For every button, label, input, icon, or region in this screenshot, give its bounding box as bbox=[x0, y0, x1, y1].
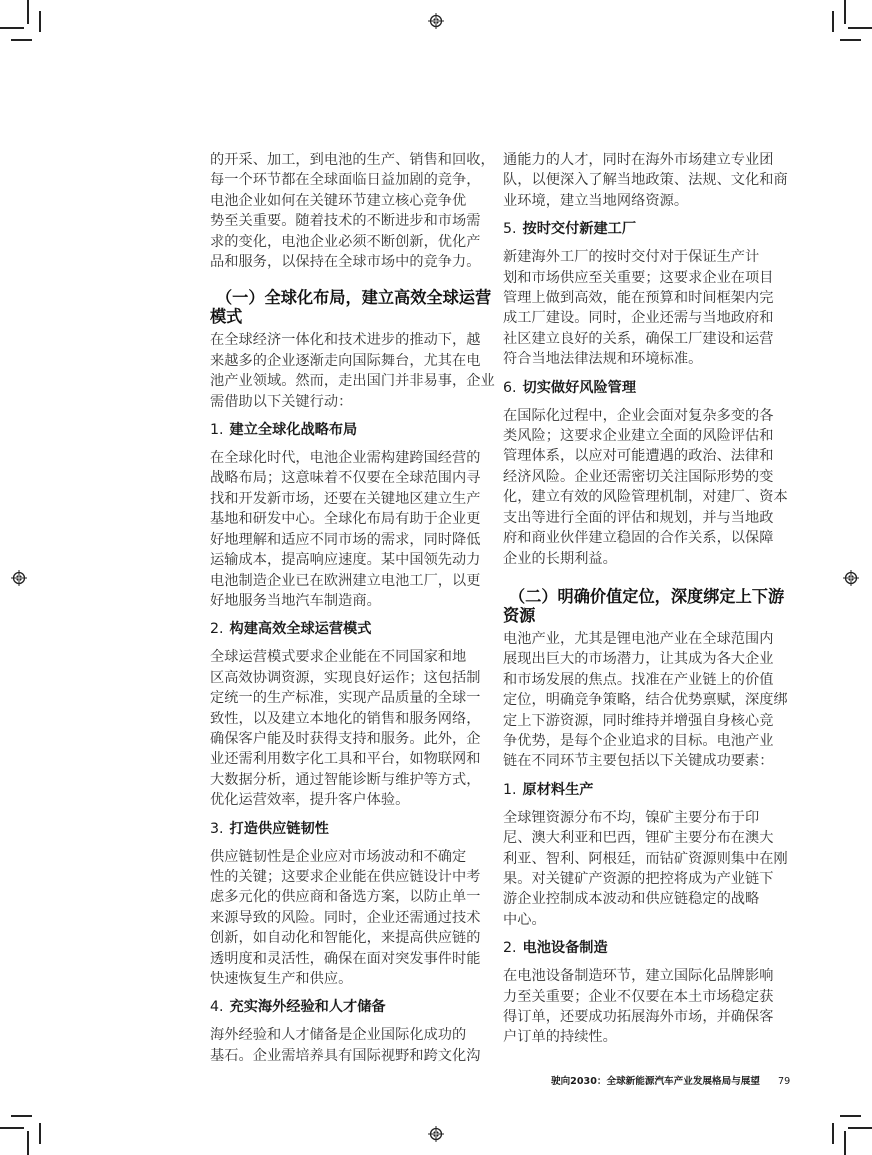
item-number: 6. bbox=[503, 379, 517, 396]
text-line: 创新，如自动化和智能化，来提高供应链的 bbox=[210, 930, 481, 947]
text-line: 每一个环节都在全球面临日益加剧的竞争， bbox=[210, 172, 481, 189]
left-column bbox=[210, 150, 500, 1074]
item-paragraph-2 bbox=[210, 647, 500, 810]
section2-intro-paragraph bbox=[503, 629, 793, 772]
item-heading-6 bbox=[503, 378, 793, 398]
item-number: 3. bbox=[210, 820, 224, 837]
item-heading-2 bbox=[210, 619, 500, 639]
text-line: 业环境，建立当地网络资源。 bbox=[503, 192, 689, 209]
text-line: 在国际化过程中，企业会面对复杂多变的各 bbox=[503, 407, 774, 424]
item-number: 5. bbox=[503, 221, 517, 238]
text-line: 得订单，还要成功拓展海外市场，并确保客 bbox=[503, 1009, 774, 1025]
item-paragraph-3 bbox=[210, 847, 500, 990]
item-paragraph-battery-equipment bbox=[503, 966, 793, 1048]
item-title: 原材料生产 bbox=[522, 781, 594, 798]
text-line: 力至关重要；企业不仅要在本土市场稳定获 bbox=[503, 988, 774, 1005]
text-line: 电池产业，尤其是锂电池产业在全球范围内 bbox=[503, 630, 774, 647]
item-paragraph-4 bbox=[210, 1025, 500, 1066]
item-paragraph-1 bbox=[210, 448, 500, 611]
crop-mark-line bbox=[0, 27, 24, 29]
text-line: 势至关重要。随着技术的不断进步和市场需 bbox=[210, 213, 481, 230]
text-line: 管理上做到高效，能在预算和时间框架内完 bbox=[503, 290, 774, 307]
registration-mark-top-icon bbox=[428, 13, 444, 29]
text-line: 性的关键；这要求企业能在供应链设计中考 bbox=[210, 868, 481, 885]
text-line: 区高效协调资源，实现良好运作；这包括制 bbox=[210, 669, 481, 686]
section-heading-1 bbox=[210, 288, 500, 326]
text-line: 求的变化，电池企业必须不断创新，优化产 bbox=[210, 233, 481, 250]
text-line: 展现出巨大的市场潜力，让其成为各大企业 bbox=[503, 651, 774, 668]
crop-mark-line bbox=[832, 1123, 834, 1144]
text-line: 供应链韧性是企业应对市场波动和不确定 bbox=[210, 848, 467, 865]
text-line: 在电池设备制造环节，建立国际化品牌影响 bbox=[503, 968, 774, 985]
item-title: 切实做好风险管理 bbox=[522, 379, 637, 396]
crop-mark-line bbox=[848, 27, 872, 29]
item-heading-battery-equipment bbox=[503, 938, 793, 958]
heading-line: （一）全球化布局，建立高效全球运营 bbox=[216, 288, 492, 308]
intro-paragraph bbox=[210, 150, 500, 272]
text-line: 业还需利用数字化工具和平台，如物联网和 bbox=[210, 751, 481, 768]
text-line: 快速恢复生产和供应。 bbox=[210, 971, 353, 987]
text-line: 优化运营效率，提升客户体验。 bbox=[210, 792, 410, 809]
item-title: 打造供应链韧性 bbox=[229, 820, 329, 837]
crop-mark-line bbox=[840, 1115, 861, 1117]
text-line: 队，以便深入了解当地政策、法规、文化和商 bbox=[503, 172, 788, 189]
text-line: 基石。企业需培养具有国际视野和跨文化沟 bbox=[210, 1047, 481, 1064]
text-line: 确保客户能及时获得支持和服务。此外，企 bbox=[210, 730, 481, 747]
text-line: 支出等进行全面的评估和规划，并与当地政 bbox=[503, 509, 774, 526]
item-number: 2. bbox=[210, 621, 224, 638]
text-line: 府和商业伙伴建立稳固的合作关系，以保障 bbox=[503, 530, 774, 547]
crop-mark-line bbox=[844, 0, 846, 24]
item-paragraph-raw-materials bbox=[503, 808, 793, 930]
item-number: 1. bbox=[503, 781, 517, 798]
item-heading-1 bbox=[210, 420, 500, 440]
text-line: 大数据分析，通过智能诊断与维护等方式， bbox=[210, 771, 481, 788]
item-number: 2. bbox=[503, 940, 517, 957]
text-line: 定位，明确竞争策略，结合优势禀赋，深度绑 bbox=[503, 692, 788, 709]
text-line: 果。对关键矿产资源的把控将成为产业链下 bbox=[503, 870, 774, 887]
item-number: 1. bbox=[210, 422, 224, 439]
text-line: 中心。 bbox=[503, 911, 546, 928]
text-line: 在全球化时代，电池企业需构建跨国经营的 bbox=[210, 450, 481, 467]
registration-mark-bottom-icon bbox=[428, 1126, 444, 1142]
text-line: 运输成本，提高响应速度。某中国领先动力 bbox=[210, 552, 481, 569]
crop-mark-line bbox=[832, 11, 834, 32]
text-line: 池产业领域。然而，走出国门并非易事，企业 bbox=[210, 373, 495, 390]
text-line: 全球运营模式要求企业能在不同国家和地 bbox=[210, 649, 467, 666]
heading-line: 模式 bbox=[210, 307, 243, 327]
text-line: 和市场发展的焦点。找准在产业链上的价值 bbox=[503, 671, 774, 688]
crop-mark-line bbox=[844, 1131, 846, 1155]
heading-line: （二）明确价值定位，深度绑定上下游 bbox=[509, 586, 785, 606]
item-number: 4. bbox=[210, 999, 224, 1016]
text-line: 基地和研发中心。全球化布局有助于企业更 bbox=[210, 511, 481, 528]
right-column bbox=[503, 150, 793, 1056]
text-line: 化，建立有效的风险管理机制，对建厂、资本 bbox=[503, 489, 788, 506]
text-line: 利亚、智利、阿根廷，而钴矿资源则集中在刚 bbox=[503, 850, 788, 867]
text-line: 透明度和灵活性，确保在面对突发事件时能 bbox=[210, 950, 481, 967]
item-heading-raw-materials bbox=[503, 780, 793, 800]
text-line: 社区建立良好的关系，确保工厂建设和运营 bbox=[503, 330, 774, 347]
page-footer bbox=[551, 1073, 790, 1087]
registration-mark-left-icon bbox=[11, 570, 27, 586]
text-line: 类风险；这要求企业建立全面的风险评估和 bbox=[503, 428, 774, 445]
text-line: 找和开发新市场，还要在关键地区建立生产 bbox=[210, 490, 481, 507]
text-line: 品和服务，以保持在全球市场中的竞争力。 bbox=[210, 254, 481, 271]
text-line: 电池企业如何在关键环节建立核心竞争优 bbox=[210, 192, 467, 209]
section-heading-2 bbox=[503, 587, 793, 625]
crop-mark-line bbox=[27, 0, 29, 24]
item-title: 电池设备制造 bbox=[522, 940, 608, 957]
text-line: 定上下游资源，同时维持并增强自身核心竞 bbox=[503, 712, 774, 729]
heading-line: 资源 bbox=[503, 605, 536, 625]
crop-mark-line bbox=[11, 1115, 32, 1117]
text-line: 争优势，是每个企业追求的目标。电池产业 bbox=[503, 732, 774, 749]
text-line: 定统一的生产标准，实现产品质量的全球一 bbox=[210, 690, 481, 707]
text-line: 经济风险。企业还需密切关注国际形势的变 bbox=[503, 468, 774, 485]
text-line: 游企业控制成本波动和供应链稳定的战略 bbox=[503, 891, 760, 908]
crop-mark-line bbox=[11, 39, 32, 41]
item-title: 充实海外经验和人才储备 bbox=[229, 999, 386, 1016]
item-paragraph-5 bbox=[503, 247, 793, 369]
text-line: 电池制造企业已在欧洲建立电池工厂，以更 bbox=[210, 572, 481, 589]
item-heading-3 bbox=[210, 819, 500, 839]
crop-mark-line bbox=[39, 1123, 41, 1144]
text-line: 战略布局；这意味着不仅要在全球范围内寻 bbox=[210, 470, 481, 487]
crop-mark-line bbox=[848, 1127, 872, 1129]
item-title: 构建高效全球运营模式 bbox=[229, 621, 372, 638]
text-line: 来越多的企业逐渐走向国际舞台，尤其在电 bbox=[210, 352, 481, 369]
continuation-paragraph bbox=[503, 150, 793, 211]
text-line: 户订单的持续性。 bbox=[503, 1029, 617, 1046]
crop-mark-line bbox=[0, 1127, 24, 1129]
text-line: 在全球经济一体化和技术进步的推动下，越 bbox=[210, 332, 481, 349]
text-line: 划和市场供应至关重要；这要求企业在项目 bbox=[503, 269, 774, 286]
text-line: 链在不同环节主要包括以下关键成功要素： bbox=[503, 753, 774, 770]
text-line: 管理体系，以应对可能遭遇的政治、法律和 bbox=[503, 448, 774, 465]
text-line: 尼、澳大利亚和巴西，锂矿主要分布在澳大 bbox=[503, 830, 774, 847]
text-line: 企业的长期利益。 bbox=[503, 550, 617, 567]
item-paragraph-6 bbox=[503, 406, 793, 569]
text-line: 虑多元化的供应商和备选方案，以防止单一 bbox=[210, 889, 481, 906]
item-heading-4 bbox=[210, 997, 500, 1017]
registration-mark-right-icon bbox=[843, 570, 859, 586]
text-line: 海外经验和人才储备是企业国际化成功的 bbox=[210, 1027, 467, 1044]
crop-mark-line bbox=[27, 1131, 29, 1155]
footer-title: 驶向2030：全球新能源汽车产业发展格局与展望 bbox=[551, 1076, 760, 1087]
item-title: 建立全球化战略布局 bbox=[229, 422, 358, 439]
text-line: 好地服务当地汽车制造商。 bbox=[210, 592, 381, 609]
page-number: 79 bbox=[777, 1076, 791, 1087]
item-heading-5 bbox=[503, 219, 793, 239]
text-line: 好地理解和适应不同市场的需求，同时降低 bbox=[210, 531, 481, 548]
text-line: 通能力的人才，同时在海外市场建立专业团 bbox=[503, 152, 774, 168]
text-line: 的开采、加工，到电池的生产、销售和回收， bbox=[210, 152, 495, 168]
text-line: 全球锂资源分布不均，镍矿主要分布于印 bbox=[503, 809, 760, 826]
text-line: 新建海外工厂的按时交付对于保证生产计 bbox=[503, 249, 760, 266]
text-line: 成工厂建设。同时，企业还需与当地政府和 bbox=[503, 310, 774, 327]
text-line: 致性，以及建立本地化的销售和服务网络， bbox=[210, 710, 481, 727]
section1-intro-paragraph bbox=[210, 330, 500, 412]
crop-mark-line bbox=[39, 11, 41, 32]
text-line: 符合当地法律法规和环境标准。 bbox=[503, 351, 703, 368]
crop-mark-line bbox=[840, 39, 861, 41]
text-line: 来源导致的风险。同时，企业还需通过技术 bbox=[210, 909, 481, 926]
text-line: 需借助以下关键行动： bbox=[210, 393, 353, 410]
item-title: 按时交付新建工厂 bbox=[522, 221, 637, 238]
